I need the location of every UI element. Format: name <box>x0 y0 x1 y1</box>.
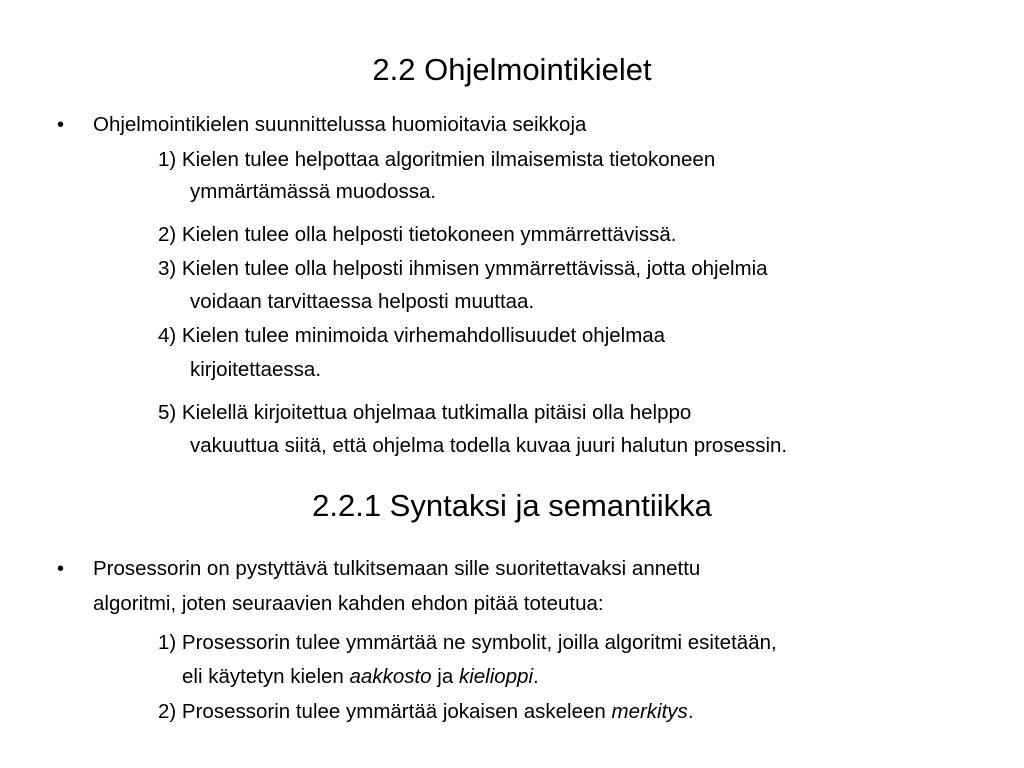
bullet-intro-text: Ohjelmointikielen suunnittelussa huomioitavia seikkoja <box>93 113 587 136</box>
bullet-marker: • <box>57 558 65 580</box>
list-item-3-line-1: 3) Kielen tulee olla helposti ihmisen ymmärrettävissä, jotta ohjelmia <box>158 257 768 280</box>
condition-1-line-2 <box>182 664 539 690</box>
bullet-intro-line-2: algoritmi, joten seuraavien kahden ehdon pitää toteutua: <box>93 592 604 615</box>
list-item-5-line-1: 5) Kielellä kirjoitettua ohjelmaa tutkimalla pitäisi olla helppo <box>158 401 692 424</box>
term-merkitys: merkitys <box>611 700 688 723</box>
condition-2-text-pre: 2) Prosessorin tulee ymmärtää jokaisen askeleen <box>158 700 612 723</box>
section-title-syntaksi-semantiikka: 2.2.1 Syntaksi ja semantiikka <box>312 488 712 523</box>
list-item-1-line-1: 1) Kielen tulee helpottaa algoritmien ilmaisemista tietokoneen <box>158 148 716 171</box>
section-title-ohjelmointikielet: 2.2 Ohjelmointikielet <box>372 52 652 87</box>
list-item-1-line-2: ymmärtämässä muodossa. <box>190 180 437 203</box>
bullet-intro-line-1: Prosessorin on pystyttävä tulkitsemaan sille suoritettavaksi annettu <box>93 557 701 580</box>
term-aakkosto: aakkosto <box>349 665 432 688</box>
bullet-marker: • <box>57 114 65 136</box>
condition-1-text-post: . <box>533 665 539 688</box>
list-item-4-line-2: kirjoitettaessa. <box>190 358 322 381</box>
list-item-5-line-2: vakuuttua siitä, että ohjelma todella kuvaa juuri halutun prosessin. <box>190 434 788 457</box>
list-item-3-line-2: voidaan tarvittaessa helposti muuttaa. <box>190 290 535 313</box>
condition-1-text-pre: eli käytetyn kielen <box>182 665 350 688</box>
list-item-4-line-1: 4) Kielen tulee minimoida virhemahdollisuudet ohjelmaa <box>158 324 666 347</box>
condition-1-line-1: 1) Prosessorin tulee ymmärtää ne symbolit, joilla algoritmi esitetään, <box>158 631 777 654</box>
condition-2-line-1 <box>158 699 694 725</box>
list-item-2-line-1: 2) Kielen tulee olla helposti tietokoneen ymmärrettävissä. <box>158 223 677 246</box>
condition-1-text-mid: ja <box>431 665 459 688</box>
condition-2-text-post: . <box>687 700 694 723</box>
term-kielioppi: kielioppi <box>458 665 534 688</box>
